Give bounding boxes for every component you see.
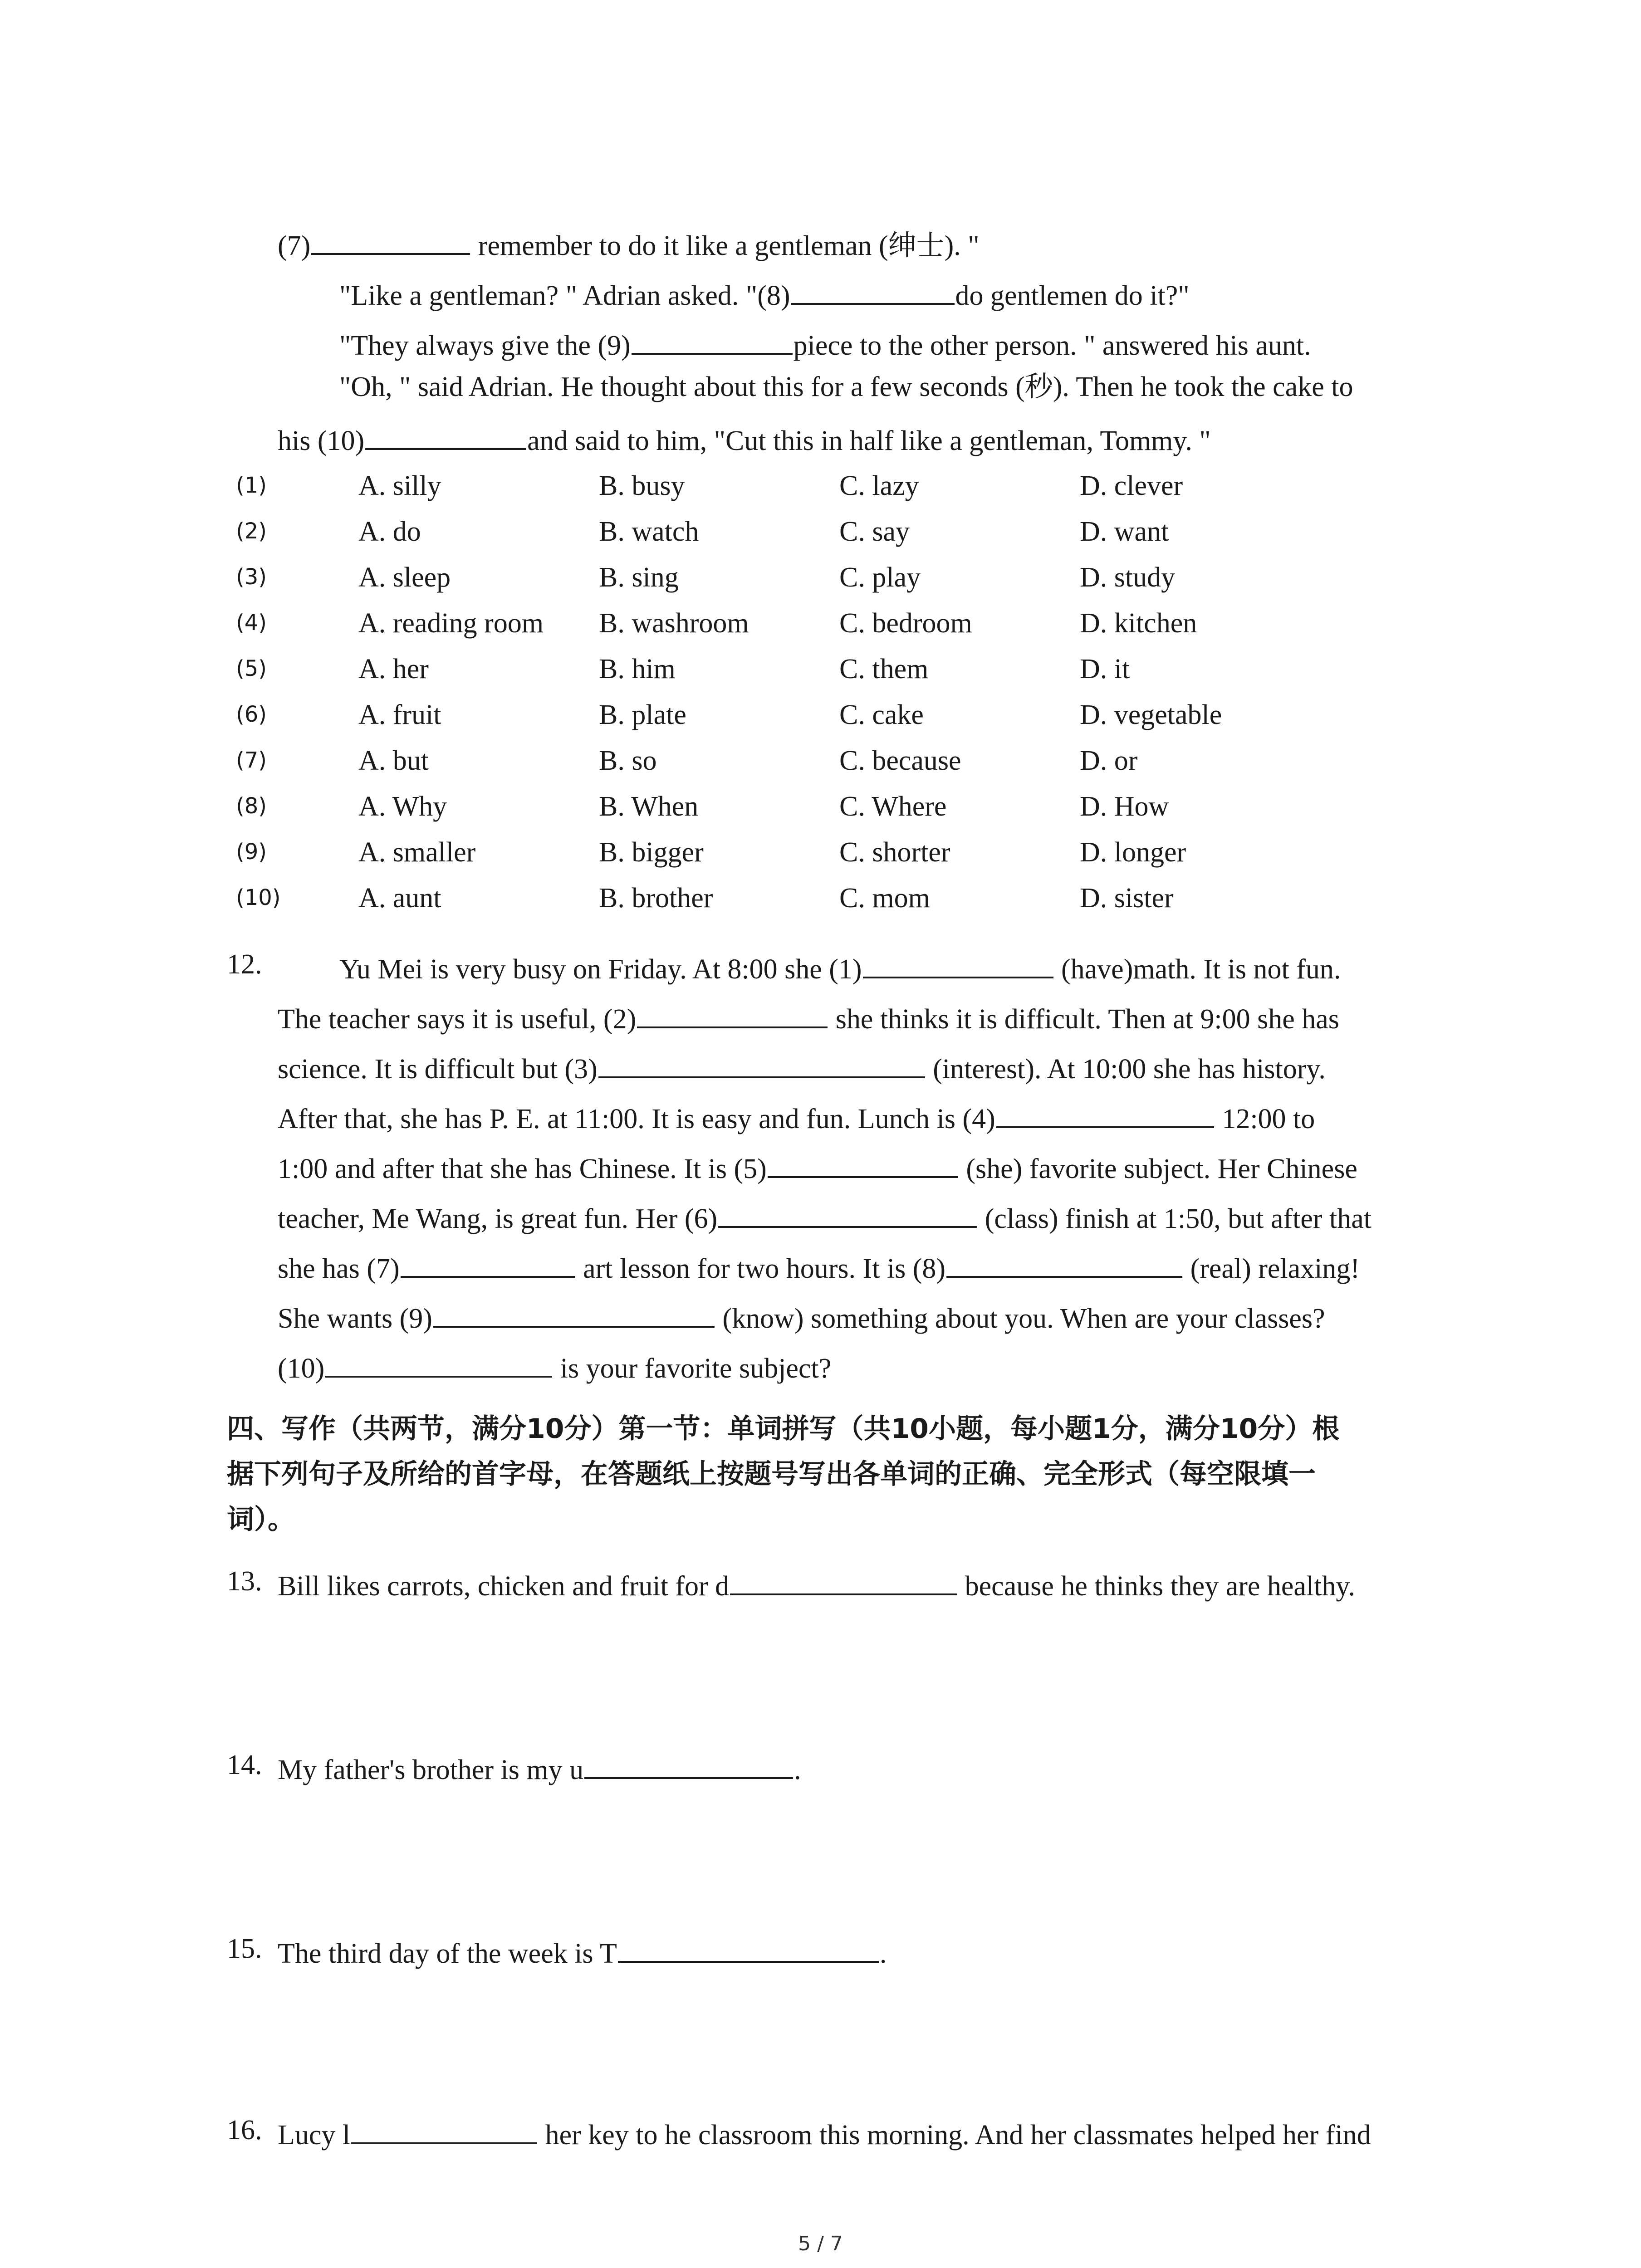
q13-text: Bill likes carrots, chicken and fruit for d because he thinks they are healthy. — [278, 1567, 1355, 1600]
q12-line-3: science. It is difficult but (3) (interest). At 10:00 she has history. — [278, 1050, 1326, 1083]
answer-blank[interactable] — [365, 422, 526, 450]
option-c[interactable]: C. lazy — [839, 470, 919, 501]
page-number: 5 / 7 — [798, 2232, 843, 2255]
question-number: 13. — [227, 1566, 262, 1597]
option-a[interactable]: A. but — [358, 745, 429, 776]
q12-line-1: Yu Mei is very busy on Friday. At 8:00 she (1) (have)math. It is not fun. — [339, 950, 1341, 983]
option-a[interactable]: A. smaller — [358, 837, 476, 868]
option-b[interactable]: B. him — [599, 654, 676, 684]
answer-blank[interactable] — [598, 1050, 925, 1078]
option-b[interactable]: B. washroom — [599, 608, 749, 639]
passage-line-3: "They always give the (9) piece to the other person. " answered his aunt. — [339, 327, 1311, 360]
question-number: 15. — [227, 1933, 262, 1964]
option-a[interactable]: A. her — [358, 654, 429, 684]
passage-line-2: "Like a gentleman? " Adrian asked. "(8) do gentlemen do it?" — [339, 277, 1190, 310]
option-c[interactable]: C. shorter — [839, 837, 950, 868]
option-d[interactable]: D. want — [1080, 516, 1169, 547]
option-a[interactable]: A. aunt — [358, 883, 441, 914]
option-d[interactable]: D. vegetable — [1080, 699, 1222, 730]
option-b[interactable]: B. When — [599, 791, 699, 822]
option-a[interactable]: A. silly — [358, 470, 441, 501]
option-number: (10) — [236, 885, 281, 910]
answer-blank[interactable] — [401, 1250, 575, 1278]
answer-blank[interactable] — [637, 1000, 828, 1028]
section-heading: 据下列句子及所给的首字母，在答题纸上按题号写出各单词的正确、完全形式（每空限填一 — [227, 1458, 1316, 1490]
option-d[interactable]: D. sister — [1080, 883, 1174, 914]
option-b[interactable]: B. plate — [599, 699, 686, 730]
answer-blank[interactable] — [718, 1200, 977, 1228]
question-number: 14. — [227, 1750, 262, 1780]
section-heading: 词）。 — [227, 1504, 295, 1535]
option-b[interactable]: B. bigger — [599, 837, 704, 868]
q12-line-6: teacher, Me Wang, is great fun. Her (6) (class) finish at 1:50, but after that — [278, 1200, 1372, 1233]
q12-line-4: After that, she has P. E. at 11:00. It is easy and fun. Lunch is (4) 12:00 to — [278, 1100, 1315, 1133]
option-d[interactable]: D. How — [1080, 791, 1169, 822]
answer-blank[interactable] — [730, 1567, 957, 1595]
section-heading: 四、写作（共两节，满分10分）第一节：单词拼写（共10小题，每小题1分，满分10分）根 — [227, 1413, 1340, 1445]
option-number: (4) — [236, 610, 267, 635]
option-c[interactable]: C. because — [839, 745, 961, 776]
q15-text: The third day of the week is T . — [278, 1935, 887, 1968]
answer-blank[interactable] — [351, 2116, 537, 2144]
option-c[interactable]: C. Where — [839, 791, 947, 822]
answer-blank[interactable] — [768, 1150, 958, 1178]
option-b[interactable]: B. watch — [599, 516, 699, 547]
option-b[interactable]: B. busy — [599, 470, 685, 501]
option-number: (7) — [236, 748, 267, 773]
answer-blank[interactable] — [325, 1349, 552, 1378]
option-d[interactable]: D. study — [1080, 562, 1176, 593]
option-number: (3) — [236, 564, 267, 590]
option-a[interactable]: A. fruit — [358, 699, 441, 730]
option-b[interactable]: B. sing — [599, 562, 679, 593]
q12-line-8: She wants (9) (know) something about you. When are your classes? — [278, 1300, 1325, 1333]
option-d[interactable]: D. kitchen — [1080, 608, 1197, 639]
q12-line-2: The teacher says it is useful, (2) she thinks it is difficult. Then at 9:00 she has — [278, 1000, 1339, 1033]
passage-line-1: (7) remember to do it like a gentleman (绅士). " — [278, 227, 980, 260]
option-a[interactable]: A. Why — [358, 791, 447, 822]
q12-line-7: she has (7) art lesson for two hours. It is (8) (real) relaxing! — [278, 1250, 1360, 1283]
option-d[interactable]: D. clever — [1080, 470, 1183, 501]
answer-blank[interactable] — [618, 1935, 879, 1963]
q16-text: Lucy l her key to he classroom this morning. And her classmates helped her find — [278, 2116, 1371, 2149]
option-c[interactable]: C. cake — [839, 699, 924, 730]
answer-blank[interactable] — [863, 950, 1053, 978]
question-number: 16. — [227, 2115, 262, 2146]
option-a[interactable]: A. sleep — [358, 562, 451, 593]
q14-text: My father's brother is my u . — [278, 1751, 801, 1784]
option-number: (6) — [236, 702, 267, 727]
option-number: (9) — [236, 839, 267, 865]
option-c[interactable]: C. mom — [839, 883, 930, 914]
option-c[interactable]: C. say — [839, 516, 910, 547]
option-number: (5) — [236, 656, 267, 681]
option-b[interactable]: B. so — [599, 745, 657, 776]
q12-line-5: 1:00 and after that she has Chinese. It is (5) (she) favorite subject. Her Chinese — [278, 1150, 1357, 1183]
answer-blank[interactable] — [791, 277, 955, 305]
answer-blank[interactable] — [311, 227, 470, 255]
passage-line-5: his (10) and said to him, "Cut this in half like a gentleman, Tommy. " — [278, 422, 1211, 455]
answer-blank[interactable] — [584, 1751, 793, 1779]
question-number: 12. — [227, 949, 262, 980]
option-d[interactable]: D. or — [1080, 745, 1138, 776]
option-d[interactable]: D. it — [1080, 654, 1130, 684]
answer-blank[interactable] — [946, 1250, 1182, 1278]
option-c[interactable]: C. play — [839, 562, 921, 593]
option-c[interactable]: C. them — [839, 654, 929, 684]
option-a[interactable]: A. reading room — [358, 608, 544, 639]
answer-blank[interactable] — [433, 1300, 715, 1328]
answer-blank[interactable] — [632, 327, 793, 355]
option-number: (1) — [236, 473, 267, 498]
answer-blank[interactable] — [996, 1100, 1214, 1128]
option-c[interactable]: C. bedroom — [839, 608, 972, 639]
option-number: (2) — [236, 518, 267, 544]
passage-line-4: "Oh, " said Adrian. He thought about this for a few seconds (秒). Then he took the cake to — [339, 371, 1353, 402]
option-d[interactable]: D. longer — [1080, 837, 1186, 868]
option-number: (8) — [236, 793, 267, 819]
q12-line-9: (10) is your favorite subject? — [278, 1349, 831, 1383]
option-b[interactable]: B. brother — [599, 883, 713, 914]
option-a[interactable]: A. do — [358, 516, 421, 547]
